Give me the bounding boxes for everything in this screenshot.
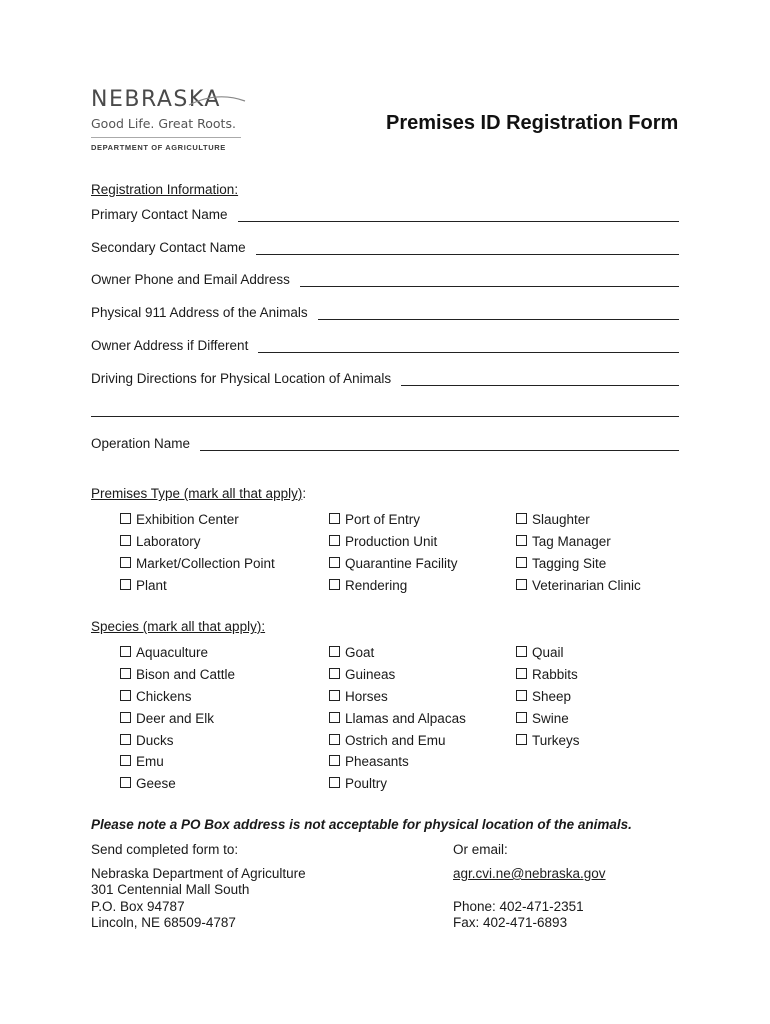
premises-option-slaughter[interactable]: Slaughter <box>516 512 590 527</box>
species-option-pheasants[interactable]: Pheasants <box>329 754 409 769</box>
checkbox-icon[interactable] <box>329 668 340 679</box>
po-box-note: Please note a PO Box address is not acceptable for physical location of the animals. <box>91 817 632 832</box>
species-option-aquaculture[interactable]: Aquaculture <box>120 645 208 660</box>
species-option-emu[interactable]: Emu <box>120 754 164 769</box>
address-line-4: Lincoln, NE 68509-4787 <box>91 915 236 930</box>
primary-contact-field[interactable] <box>238 207 679 222</box>
checkbox-icon[interactable] <box>516 535 527 546</box>
premises-option-laboratory[interactable]: Laboratory <box>120 534 201 549</box>
secondary-contact-label: Secondary Contact Name <box>91 240 246 255</box>
premises-option-exhibition-center[interactable]: Exhibition Center <box>120 512 239 527</box>
driving-directions-row <box>91 371 679 386</box>
premises-option-tag-manager[interactable]: Tag Manager <box>516 534 611 549</box>
checkbox-icon[interactable] <box>120 668 131 679</box>
checkbox-icon[interactable] <box>329 755 340 766</box>
species-heading: Species (mark all that apply): <box>91 619 266 634</box>
logo-department: DEPARTMENT OF AGRICULTURE <box>91 137 241 152</box>
owner-phone-email-field[interactable] <box>300 272 679 287</box>
species-option-rabbits[interactable]: Rabbits <box>516 667 578 682</box>
logo-swoosh-icon <box>187 95 247 107</box>
physical-address-label: Physical 911 Address of the Animals <box>91 305 308 320</box>
primary-contact-label: Primary Contact Name <box>91 207 228 222</box>
species-option-turkeys[interactable]: Turkeys <box>516 733 580 748</box>
checkbox-icon[interactable] <box>120 646 131 657</box>
secondary-contact-field[interactable] <box>256 240 679 255</box>
operation-name-row <box>91 436 679 451</box>
checkbox-icon[interactable] <box>120 579 131 590</box>
checkbox-icon[interactable] <box>516 557 527 568</box>
owner-phone-email-row <box>91 272 679 287</box>
owner-address-row <box>91 338 679 353</box>
checkbox-icon[interactable] <box>516 513 527 524</box>
address-line-3: P.O. Box 94787 <box>91 899 185 914</box>
premises-option-veterinarian-clinic[interactable]: Veterinarian Clinic <box>516 578 641 593</box>
premises-option-plant[interactable]: Plant <box>120 578 167 593</box>
premises-option-port-of-entry[interactable]: Port of Entry <box>329 512 420 527</box>
checkbox-icon[interactable] <box>120 690 131 701</box>
premises-type-heading: Premises Type (mark all that apply): <box>91 486 307 501</box>
owner-address-label: Owner Address if Different <box>91 338 249 353</box>
checkbox-icon[interactable] <box>329 646 340 657</box>
checkbox-icon[interactable] <box>516 668 527 679</box>
species-option-guineas[interactable]: Guineas <box>329 667 395 682</box>
driving-directions-label: Driving Directions for Physical Location of Animals <box>91 371 392 386</box>
checkbox-icon[interactable] <box>120 513 131 524</box>
checkbox-icon[interactable] <box>329 579 340 590</box>
species-option-poultry[interactable]: Poultry <box>329 776 387 791</box>
primary-contact-row <box>91 207 679 222</box>
checkbox-icon[interactable] <box>120 712 131 723</box>
checkbox-icon[interactable] <box>120 777 131 788</box>
logo-name: NEBRASKA <box>91 87 221 112</box>
nebraska-logo <box>91 88 251 152</box>
registration-heading: Registration Information: <box>91 182 239 197</box>
checkbox-icon[interactable] <box>516 690 527 701</box>
checkbox-icon[interactable] <box>329 535 340 546</box>
checkbox-icon[interactable] <box>329 557 340 568</box>
address-line-2: 301 Centennial Mall South <box>91 882 250 897</box>
physical-address-field[interactable] <box>318 305 679 320</box>
email-label: Or email: <box>453 842 508 857</box>
logo-tagline: Good Life. Great Roots. <box>91 116 236 131</box>
send-label: Send completed form to: <box>91 842 239 857</box>
premises-option-production-unit[interactable]: Production Unit <box>329 534 437 549</box>
owner-address-field[interactable] <box>258 338 679 353</box>
driving-directions-field[interactable] <box>401 371 679 386</box>
operation-name-label: Operation Name <box>91 436 191 451</box>
species-option-sheep[interactable]: Sheep <box>516 689 571 704</box>
operation-name-field[interactable] <box>200 436 679 451</box>
checkbox-icon[interactable] <box>120 535 131 546</box>
premises-option-tagging-site[interactable]: Tagging Site <box>516 556 606 571</box>
species-option-ostrich-emu[interactable]: Ostrich and Emu <box>329 733 446 748</box>
premises-option-quarantine-facility[interactable]: Quarantine Facility <box>329 556 458 571</box>
secondary-contact-row <box>91 240 679 255</box>
checkbox-icon[interactable] <box>329 734 340 745</box>
checkbox-icon[interactable] <box>516 712 527 723</box>
species-option-quail[interactable]: Quail <box>516 645 564 660</box>
checkbox-icon[interactable] <box>516 734 527 745</box>
premises-option-market-collection-point[interactable]: Market/Collection Point <box>120 556 275 571</box>
species-option-geese[interactable]: Geese <box>120 776 176 791</box>
species-option-goat[interactable]: Goat <box>329 645 374 660</box>
checkbox-icon[interactable] <box>120 755 131 766</box>
checkbox-icon[interactable] <box>329 513 340 524</box>
species-option-ducks[interactable]: Ducks <box>120 733 174 748</box>
owner-phone-email-label: Owner Phone and Email Address <box>91 272 290 287</box>
species-option-bison-cattle[interactable]: Bison and Cattle <box>120 667 235 682</box>
physical-address-row <box>91 305 679 320</box>
form-title: Premises ID Registration Form <box>386 112 679 134</box>
species-option-swine[interactable]: Swine <box>516 711 569 726</box>
premises-option-rendering[interactable]: Rendering <box>329 578 407 593</box>
species-option-chickens[interactable]: Chickens <box>120 689 192 704</box>
checkbox-icon[interactable] <box>329 690 340 701</box>
checkbox-icon[interactable] <box>120 557 131 568</box>
checkbox-icon[interactable] <box>120 734 131 745</box>
email-link[interactable]: agr.cvi.ne@nebraska.gov <box>453 866 606 881</box>
driving-directions-field-continued[interactable] <box>91 416 679 417</box>
checkbox-icon[interactable] <box>516 646 527 657</box>
fax-number: Fax: 402-471-6893 <box>453 915 568 930</box>
species-option-horses[interactable]: Horses <box>329 689 388 704</box>
phone-number: Phone: 402-471-2351 <box>453 899 584 914</box>
checkbox-icon[interactable] <box>329 777 340 788</box>
species-option-llamas-alpacas[interactable]: Llamas and Alpacas <box>329 711 466 726</box>
checkbox-icon[interactable] <box>516 579 527 590</box>
checkbox-icon[interactable] <box>329 712 340 723</box>
species-option-deer-elk[interactable]: Deer and Elk <box>120 711 214 726</box>
address-line-1: Nebraska Department of Agriculture <box>91 866 306 881</box>
